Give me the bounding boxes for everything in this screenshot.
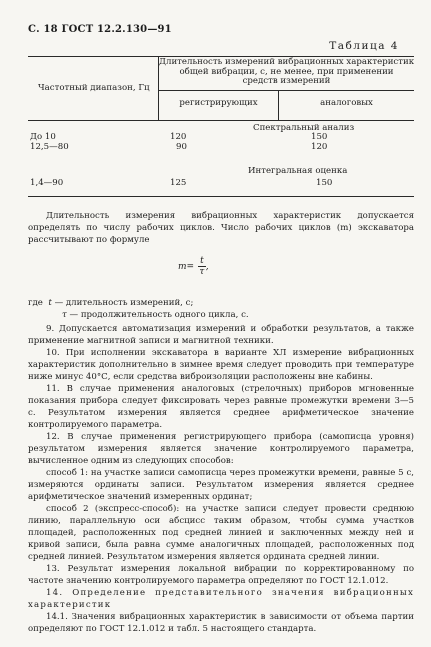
- paragraph-method-1: способ 1: на участке записи самописца через промежутки времени, равные 5 с, измеряются ординаты записи. Результатом измерения является среднее арифметическое значений измеренных ординат;: [28, 468, 414, 502]
- where-list: [28, 297, 249, 321]
- group-header-line-3: средств измерений: [242, 76, 331, 86]
- paragraph-12: 12. В случае применения регистрирующего прибора (самописца уровня) результатом измерения является значение контролируемого параметра, вычисленное одним из следующих способов:: [28, 432, 414, 466]
- where-symbol: τ: [62, 310, 67, 320]
- table-cell: 12,5—80: [30, 142, 69, 152]
- table-cell: 1,4—90: [30, 178, 64, 188]
- col-header-frequency: Частотный диапазон, Гц: [38, 83, 150, 93]
- section-title-spectral: Спектральный анализ: [253, 123, 355, 133]
- formula-lhs: m=: [178, 262, 195, 272]
- section-heading-14: 14. Определение представительного значения вибрационных характеристик: [28, 588, 414, 610]
- paragraph-9: 9. Допускается автоматизация измерений и обработки результатов, а также применение магнитной записи и магнитной техники.: [28, 324, 414, 346]
- paragraph-13: 13. Результат измерения локальной вибрации по корректированному по частоте значению контролируемого параметра определяют по ГОСТ 12.1.012.: [28, 564, 414, 586]
- table-cell: 90: [176, 142, 187, 152]
- table-cell: 150: [316, 178, 333, 188]
- sub-header-analog: аналоговых: [320, 98, 373, 108]
- section-title-integral: Интегральная оценка: [248, 166, 348, 176]
- cycles-formula: [178, 256, 209, 277]
- formula-tail: ,: [205, 262, 209, 272]
- where-desc: — длительность измерений, с;: [54, 298, 194, 308]
- paragraph-10: 10. При исполнении экскаватора в варианте ХЛ измерение вибрационных характеристик дополнительно в зимнее время следует проводить при температуре ниже минус 40°С, если средства виброизоляции расположены вне кабины.: [28, 348, 414, 382]
- table-cell: До 10: [30, 132, 56, 142]
- paragraph-11: 11. В случае применения аналоговых (стрелочных) приборов мгновенные показания прибора следует фиксировать через равные промежутки времени 3—5 с. Результатом измерения является среднее арифметическое значение контролируемого параметра.: [28, 384, 414, 430]
- group-header-line-2: общей вибрации, с, не менее, при применении: [179, 66, 394, 77]
- table-cell: 120: [311, 142, 328, 152]
- formula-denominator: τ: [199, 267, 205, 277]
- intro-paragraph: Длительность измерения вибрационных характеристик допускается определять по числу рабочих циклов. Число рабочих циклов (m) экскаватора рассчитывают по формуле: [28, 211, 414, 245]
- table-cell: 120: [170, 132, 187, 142]
- paragraph-14-1: 14.1. Значения вибрационных характеристик в зависимости от объема партии определяют по ГОСТ 12.1.012 и табл. 5 настоящего стандарта.: [28, 612, 414, 634]
- page-header: С. 18 ГОСТ 12.2.130—91: [28, 24, 172, 35]
- table-cell: 125: [170, 178, 187, 188]
- sub-header-registering: регистрирующих: [179, 98, 258, 108]
- group-header-line-1: Длительность измерений вибрационных характеристик: [159, 57, 415, 67]
- table-cell: 150: [311, 132, 328, 142]
- table-caption: Таблица 4: [329, 40, 399, 52]
- formula-numerator: t: [200, 256, 204, 266]
- where-desc: — продолжительность одного цикла, с.: [69, 310, 249, 320]
- where-symbol: t: [48, 298, 52, 308]
- paragraph-method-2: способ 2 (экспресс-способ): на участке записи следует провести среднюю линию, параллельную оси абсцисс таким образом, чтобы сумма участков площадей, расположенных под средней линией и заключенных между ней и кривой записи, была равна сумме аналогичных площадей, расположенных под средней линией. Результатом измерения является ордината средней линии.: [28, 504, 414, 562]
- where-label: где: [28, 298, 43, 308]
